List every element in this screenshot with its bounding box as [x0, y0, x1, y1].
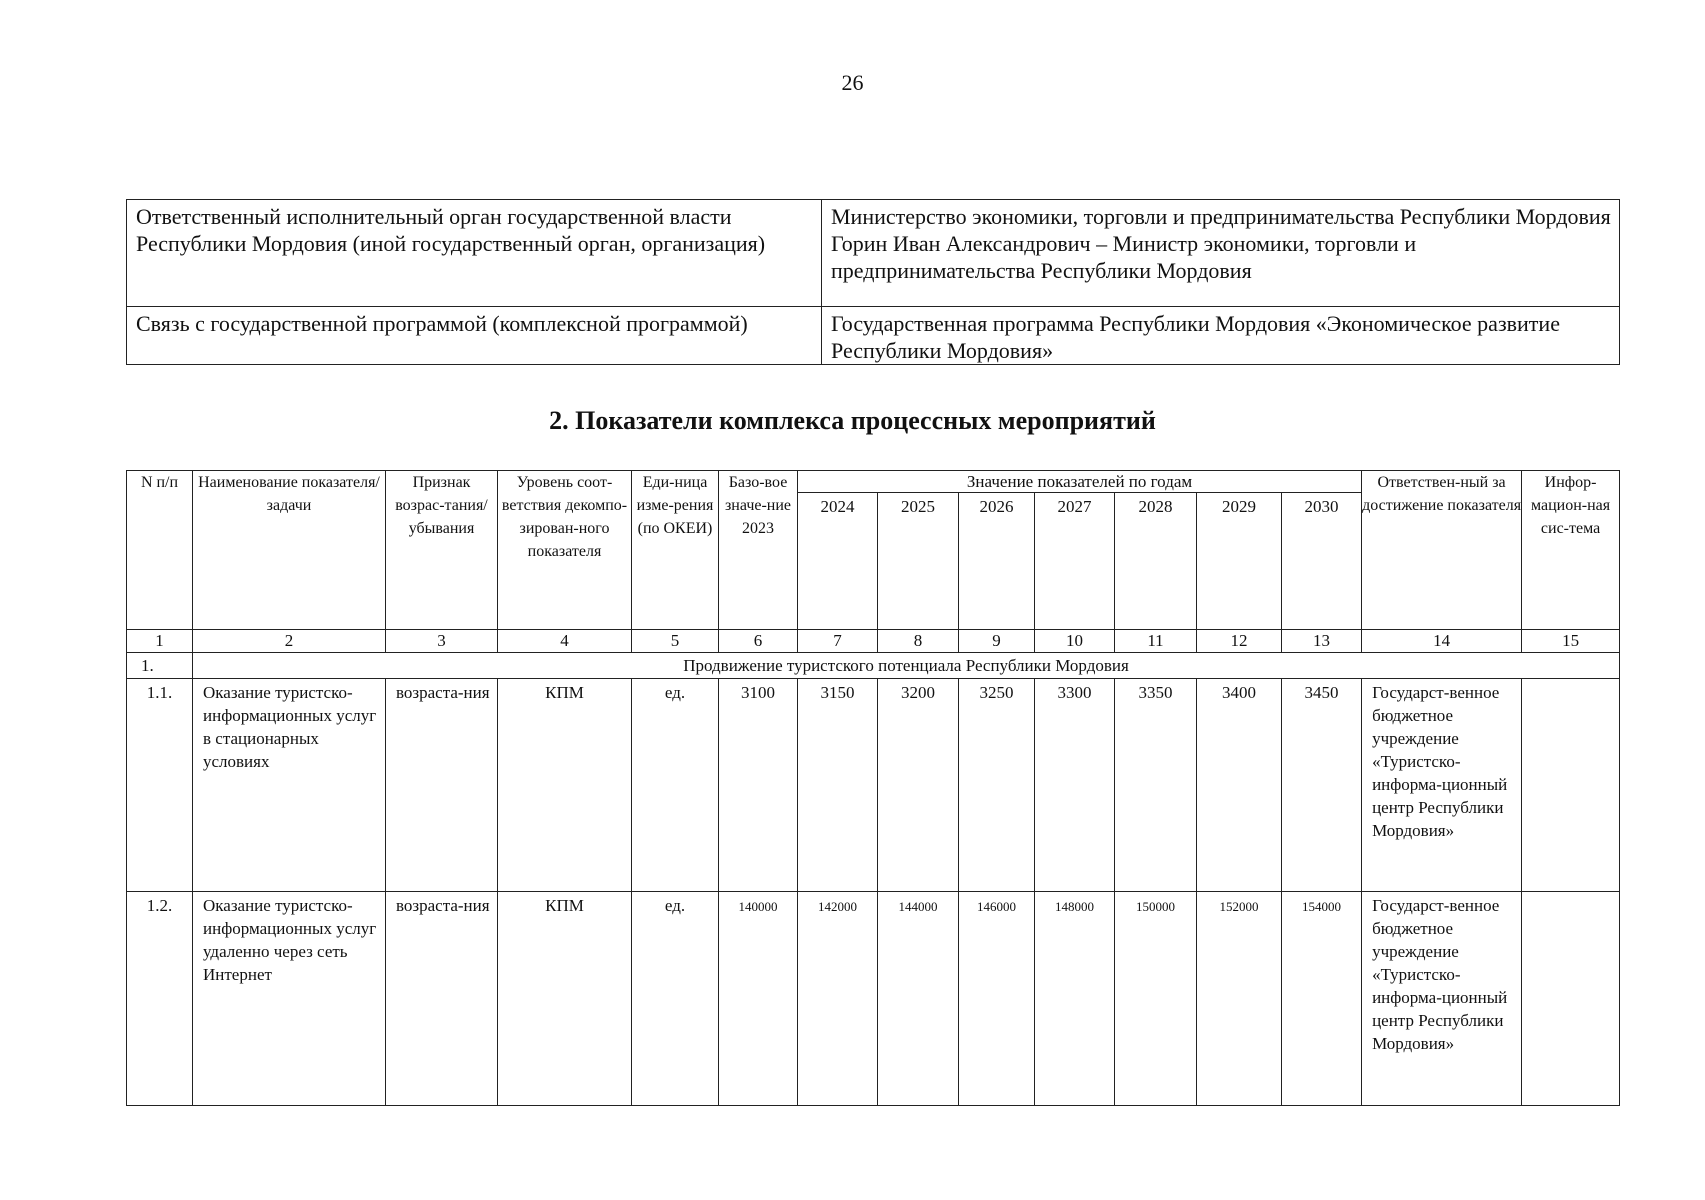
column-number: 2 — [193, 630, 386, 653]
row-responsible: Государст-венное бюджетное учреждение «Туристско-информа-ционный центр Республики Мордовия» — [1362, 892, 1522, 1106]
row-indicator-name: Оказание туристско-информационных услуг в стационарных условиях — [193, 679, 386, 892]
row-responsible: Государст-венное бюджетное учреждение «Туристско-информа-ционный центр Республики Мордовия» — [1362, 679, 1522, 892]
row-level: КПМ — [498, 892, 632, 1106]
row-value-2030: 3450 — [1282, 679, 1362, 892]
info-value-line: Государственная программа Республики Мордовия «Экономическое развитие Республики Мордовия» — [831, 311, 1560, 363]
column-number: 15 — [1522, 630, 1620, 653]
indicators-table — [126, 470, 1620, 1106]
info-row-program-link — [127, 307, 1620, 365]
section-num: 1. — [127, 653, 193, 679]
row-base-value: 3100 — [719, 679, 798, 892]
header-year: 2030 — [1282, 493, 1362, 630]
column-number: 14 — [1362, 630, 1522, 653]
header-year: 2026 — [959, 493, 1035, 630]
row-unit: ед. — [632, 679, 719, 892]
info-value — [822, 307, 1620, 365]
info-value-line: Министерство экономики, торговли и предпринимательства Республики Мордовия — [831, 204, 1611, 229]
column-number-row — [127, 630, 1620, 653]
column-number: 8 — [878, 630, 959, 653]
row-value-2024: 3150 — [798, 679, 878, 892]
section-name: Продвижение туристского потенциала Республики Мордовия — [193, 653, 1620, 679]
row-value-2030: 154000 — [1282, 892, 1362, 1106]
header-unit: Еди-ница изме-рения (по ОКЕИ) — [632, 471, 719, 630]
row-value-2028: 150000 — [1115, 892, 1197, 1106]
column-number: 6 — [719, 630, 798, 653]
header-infosystem: Инфор-мацион-ная сис-тема — [1522, 471, 1620, 630]
page-number: 26 — [841, 70, 864, 95]
header-year: 2024 — [798, 493, 878, 630]
row-indicator-name: Оказание туристско-информационных услуг удаленно через сеть Интернет — [193, 892, 386, 1106]
row-value-2027: 3300 — [1035, 679, 1115, 892]
header-base: Базо-вое значе-ние 2023 — [719, 471, 798, 630]
column-number: 11 — [1115, 630, 1197, 653]
header-num: N п/п — [127, 471, 193, 630]
header-year: 2027 — [1035, 493, 1115, 630]
row-level: КПМ — [498, 679, 632, 892]
info-label: Связь с государственной программой (комплексной программой) — [127, 307, 822, 365]
header-year: 2029 — [1197, 493, 1282, 630]
column-number: 13 — [1282, 630, 1362, 653]
info-value — [822, 200, 1620, 307]
section-title: 2. Показатели комплекса процессных мероприятий — [549, 406, 1156, 435]
row-infosystem — [1522, 679, 1620, 892]
header-year: 2025 — [878, 493, 959, 630]
row-trend: возраста-ния — [386, 679, 498, 892]
row-value-2025: 144000 — [878, 892, 959, 1106]
column-number: 9 — [959, 630, 1035, 653]
header-trend: Признак возрас-тания/ убывания — [386, 471, 498, 630]
header-name: Наименование показателя/ задачи — [193, 471, 386, 630]
info-row-responsible — [127, 200, 1620, 307]
row-value-2024: 142000 — [798, 892, 878, 1106]
column-number: 3 — [386, 630, 498, 653]
table-row — [127, 679, 1620, 892]
row-trend: возраста-ния — [386, 892, 498, 1106]
header-row — [127, 471, 1620, 493]
header-years-group: Значение показателей по годам — [798, 471, 1362, 493]
row-base-value: 140000 — [719, 892, 798, 1106]
row-value-2028: 3350 — [1115, 679, 1197, 892]
column-number: 12 — [1197, 630, 1282, 653]
row-unit: ед. — [632, 892, 719, 1106]
passport-info-table — [126, 199, 1620, 365]
column-number: 10 — [1035, 630, 1115, 653]
row-num: 1.2. — [127, 892, 193, 1106]
row-num: 1.1. — [127, 679, 193, 892]
row-value-2029: 3400 — [1197, 679, 1282, 892]
info-value-line: Горин Иван Александрович – Министр экономики, торговли и предпринимательства Республики Мордовия — [831, 231, 1417, 283]
header-responsible: Ответствен-ный за достижение показателя — [1362, 471, 1522, 630]
row-value-2029: 152000 — [1197, 892, 1282, 1106]
header-year: 2028 — [1115, 493, 1197, 630]
column-number: 1 — [127, 630, 193, 653]
row-value-2027: 148000 — [1035, 892, 1115, 1106]
column-number: 7 — [798, 630, 878, 653]
info-label: Ответственный исполнительный орган государственной власти Республики Мордовия (иной государственный орган, организация) — [127, 200, 822, 307]
column-number: 4 — [498, 630, 632, 653]
row-value-2026: 146000 — [959, 892, 1035, 1106]
row-value-2026: 3250 — [959, 679, 1035, 892]
column-number: 5 — [632, 630, 719, 653]
row-infosystem — [1522, 892, 1620, 1106]
header-level: Уровень соот-ветствия декомпо-зирован-ного показателя — [498, 471, 632, 630]
table-row — [127, 892, 1620, 1106]
row-value-2025: 3200 — [878, 679, 959, 892]
section-row — [127, 653, 1620, 679]
